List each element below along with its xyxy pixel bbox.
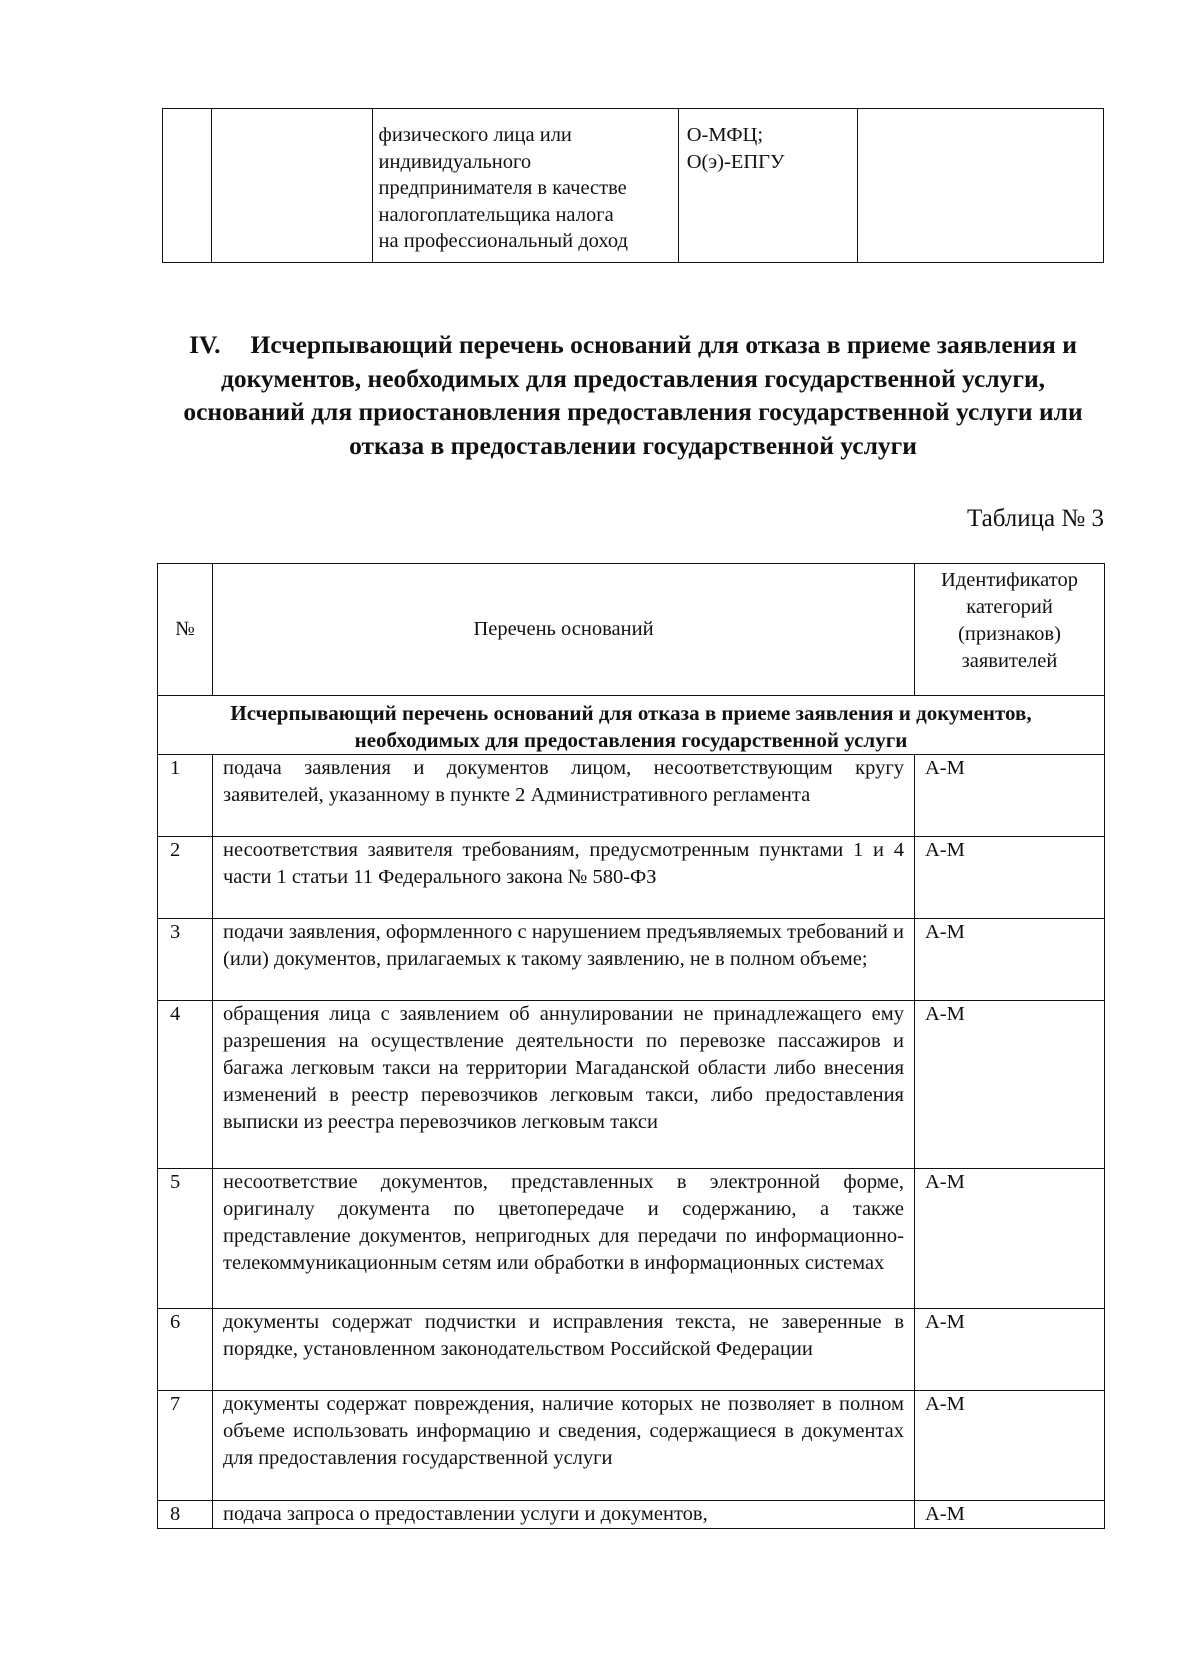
row-category: А-М <box>915 755 1105 837</box>
table-row <box>158 837 1105 919</box>
table-row <box>163 109 1104 263</box>
empty-cell <box>163 109 212 263</box>
header-id-line: категорий <box>966 596 1053 618</box>
row-number: 5 <box>158 1169 213 1309</box>
row-category: А-М <box>915 1309 1105 1391</box>
row-category: А-М <box>915 837 1105 919</box>
applicant-description-cell <box>372 109 678 263</box>
description-line: на профессиональный доход <box>378 230 628 252</box>
row-reason: документы содержат подчистки и исправления текста, не заверенные в порядке, установленном законодательством Российской Федерации <box>213 1309 915 1391</box>
description-line: физического лица или <box>378 124 572 146</box>
table-caption: Таблица № 3 <box>966 505 1104 532</box>
header-reason: Перечень оснований <box>213 564 915 696</box>
subheader-row <box>158 696 1105 755</box>
row-category: А-М <box>915 919 1105 1001</box>
section-title: Исчерпывающий перечень оснований для отказа в приеме заявления и документов, необходимых для предоставления государственной услуги, оснований для приостановления предоставления государственной услуги или отказа в предоставлении государственной услуги <box>183 330 1083 460</box>
row-number: 7 <box>158 1391 213 1501</box>
table-row <box>158 1309 1105 1391</box>
channel-line: О(э)-ЕПГУ <box>686 150 785 173</box>
channel-line: О-МФЦ; <box>686 124 764 146</box>
row-reason: подача заявления и документов лицом, несоответствующим кругу заявителей, указанному в пункте 2 Административного регламента <box>213 755 915 837</box>
header-id-line: заявителей <box>961 650 1058 672</box>
row-number: 1 <box>158 755 213 837</box>
row-number: 8 <box>158 1501 213 1529</box>
row-number: 3 <box>158 919 213 1001</box>
section-heading <box>162 328 1104 462</box>
row-reason: несоответствия заявителя требованиям, предусмотренным пунктами 1 и 4 части 1 статьи 11 Федерального закона № 580-ФЗ <box>213 837 915 919</box>
subheader-cell: Исчерпывающий перечень оснований для отказа в приеме заявления и документов, необходимых для предоставления государственной услуги <box>158 696 1105 755</box>
table-row <box>158 1501 1105 1529</box>
table-row <box>158 1391 1105 1501</box>
row-number: 6 <box>158 1309 213 1391</box>
header-number: № <box>158 564 213 696</box>
row-reason: обращения лица с заявлением об аннулировании не принадлежащего ему разрешения на осуществление деятельности по перевозке пассажиров и багажа легковым такси на территории Магаданской области либо внесения изменений в реестр перевозчиков легковым такси, либо предоставления выписки из реестра перевозчиков легковым такси <box>213 1001 915 1169</box>
row-category: А-М <box>915 1169 1105 1309</box>
description-line: индивидуального <box>378 150 532 173</box>
continuation-table <box>162 108 1104 263</box>
channel-cell <box>678 109 857 263</box>
table-row <box>158 755 1105 837</box>
grounds-table <box>157 563 1105 1529</box>
empty-cell <box>857 109 1103 263</box>
empty-cell <box>211 109 372 263</box>
row-category: А-М <box>915 1501 1105 1529</box>
table-row <box>158 1001 1105 1169</box>
header-applicant-id <box>915 564 1105 696</box>
row-reason: документы содержат повреждения, наличие которых не позволяет в полном объеме использовать информацию и сведения, содержащиеся в документах для предоставления государственной услуги <box>213 1391 915 1501</box>
table-row <box>158 919 1105 1001</box>
row-category: А-М <box>915 1001 1105 1169</box>
section-number: IV. <box>189 330 221 359</box>
header-id-line: (признаков) <box>958 623 1061 645</box>
row-category: А-М <box>915 1391 1105 1501</box>
row-reason: подачи заявления, оформленного с нарушением предъявляемых требований и (или) документов, прилагаемых к такому заявлению, не в полном объеме; <box>213 919 915 1001</box>
row-reason: несоответствие документов, представленных в электронной форме, оригиналу документа по цветопередаче и содержанию, а также представление документов, непригодных для передачи по информационно-телекоммуникационным сетям или обработки в информационных системах <box>213 1169 915 1309</box>
row-number: 2 <box>158 837 213 919</box>
description-line: налогоплательщика налога <box>378 203 614 226</box>
description-line: предпринимателя в качестве <box>378 177 627 199</box>
header-row <box>158 564 1105 696</box>
header-id-line: Идентификатор <box>941 569 1078 591</box>
row-number: 4 <box>158 1001 213 1169</box>
table-row <box>158 1169 1105 1309</box>
row-reason: подача запроса о предоставлении услуги и документов, <box>213 1501 915 1529</box>
